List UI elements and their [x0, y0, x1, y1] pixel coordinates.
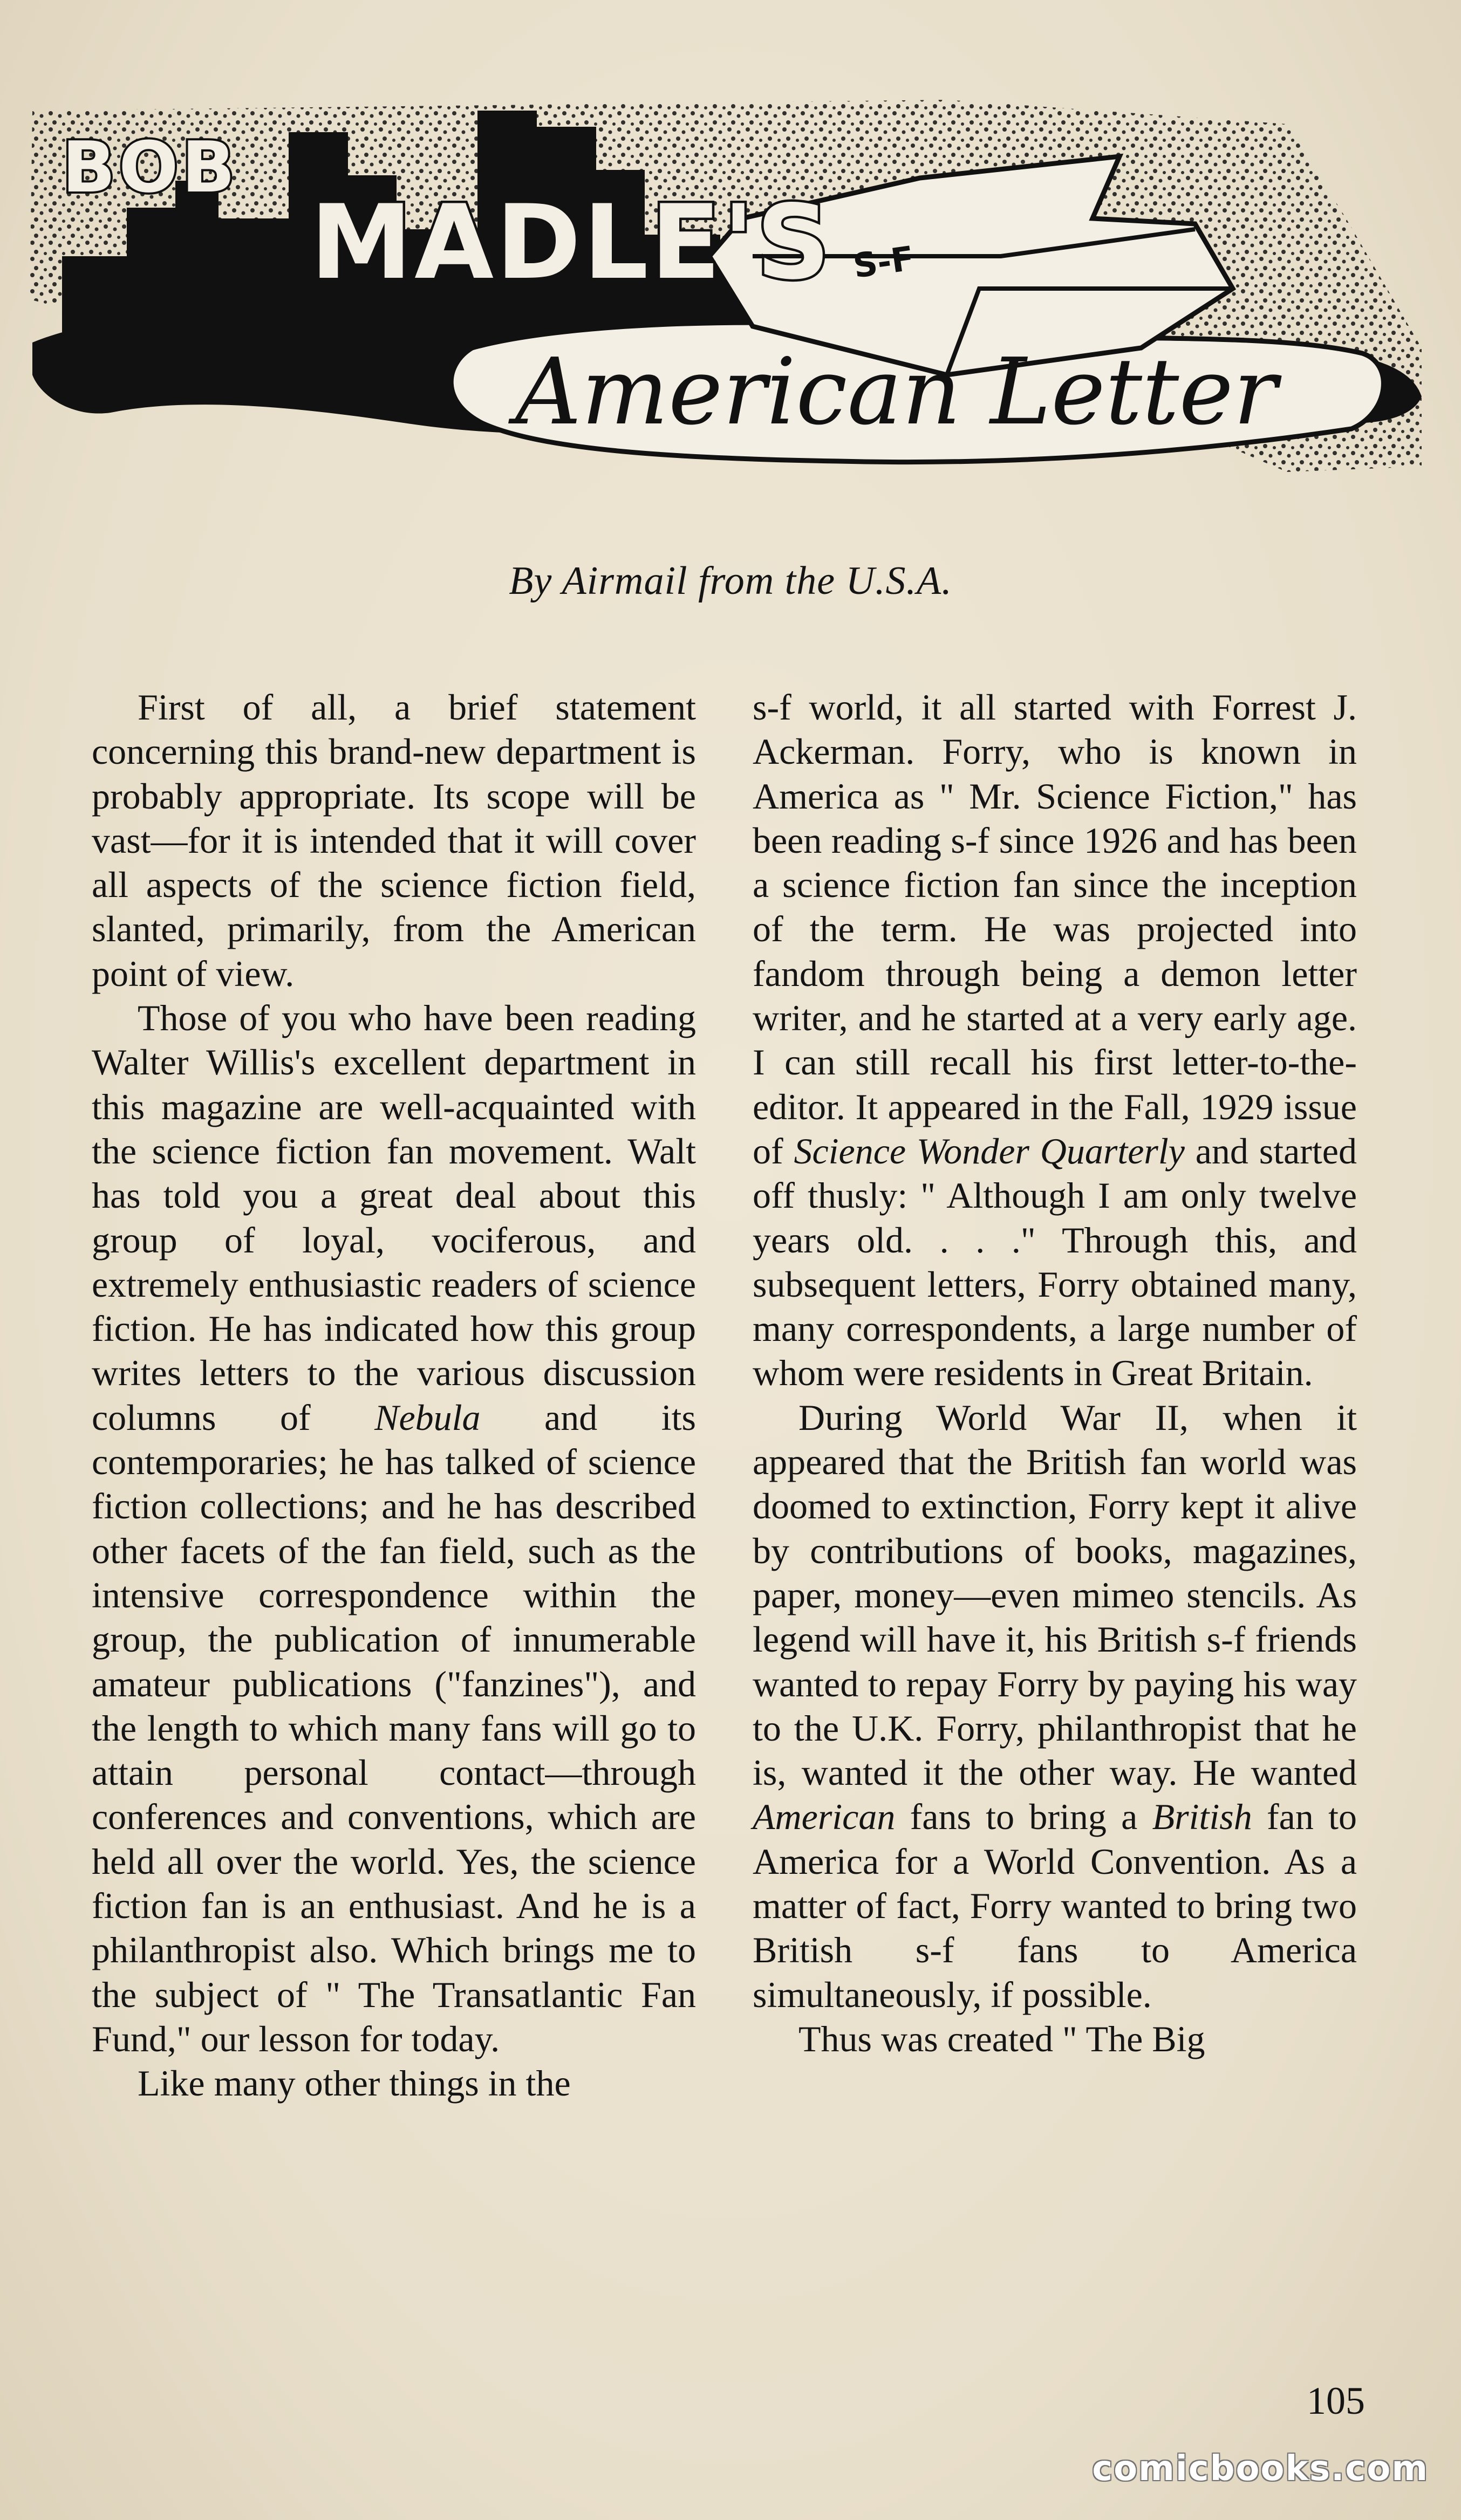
paragraph: First of all, a brief statement concerning this brand-new department is probably appropriate. Its scope will be vast—for it is intended that it will cover all aspects of the science fiction field, slanted, primarily, from the American point of view.	[92, 687, 696, 994]
header-illustration	[30, 94, 1427, 491]
paragraph: Thus was created " The Big	[798, 2018, 1205, 2059]
title-bob: BOB	[62, 126, 238, 208]
paragraph: During World War II, when it appeared that the British fan world was doomed to extinction, Forry kept it alive by contributions of books, magazines, paper, money—even mimeo stencils. As legend will have it, his British s-f friends wanted to repay Forry by paying his way to the U.K. Forry, philanthropist that he is, wanted it the other way. He wanted American fans to bring a British fan to America for a World Convention. As a matter of fact, Forry wanted to bring two British s-f fans to America simultaneously, if possible.	[753, 1396, 1357, 2015]
title-madles: MADLE'S	[310, 183, 832, 302]
watermark: comicbooks.com	[1092, 2449, 1429, 2489]
paragraph: Those of you who have been reading Walter Willis's excellent department in this magazine are well-acquainted with the science fiction fan movement. Walt has told you a great deal about this group of loyal, vociferous, and extremely enthusiastic readers of science fiction. He has indicated how this group writes letters to the various discussion columns of Nebula and its contemporaries; he has talked of science fiction collections; and he has described other facets of the fan field, such as the intensive correspondence within the group, the publication of innumerable amateur publications ("fanzines"), and the length to which many fans will go to attain personal contact—through conferences and conventions, which are held all over the world. Yes, the science fiction fan is an enthusiast. And he is a philanthropist also. Which brings me to the subject of " The Transatlantic Fan Fund," our lesson for today.	[92, 997, 696, 2059]
envelope-label: S-F	[850, 238, 917, 286]
paragraph: s-f world, it all started with Forrest J. Ackerman. Forry, who is known in America as " Mr. Science Fiction," has been reading s-f since 1926 and has been a science fiction fan since the inception of the term. He was projected into fandom through being a demon letter writer, and he started at a very early age. I can still recall his first letter-to-the-editor. It appeared in the Fall, 1929 issue of Science Wonder Quarterly and started off thusly: " Although I am only twelve years old. . . ." Through this, and subsequent letters, Forry obtained many, many correspondents, a large number of whom were residents in Great Britain.	[753, 687, 1357, 1394]
byline: By Airmail from the U.S.A.	[509, 559, 952, 603]
emphasis: American	[753, 1796, 896, 1838]
page-number: 105	[1307, 2379, 1365, 2422]
title-american-letter: American Letter	[515, 339, 1278, 446]
emphasis: British	[1152, 1796, 1252, 1838]
article-column-left	[92, 685, 696, 2106]
article-column-right	[753, 685, 1357, 2061]
magazine-title: Science Wonder Quarterly	[794, 1130, 1185, 1172]
paragraph: Like many other things in the	[138, 2063, 571, 2104]
magazine-title: Nebula	[374, 1396, 481, 1438]
